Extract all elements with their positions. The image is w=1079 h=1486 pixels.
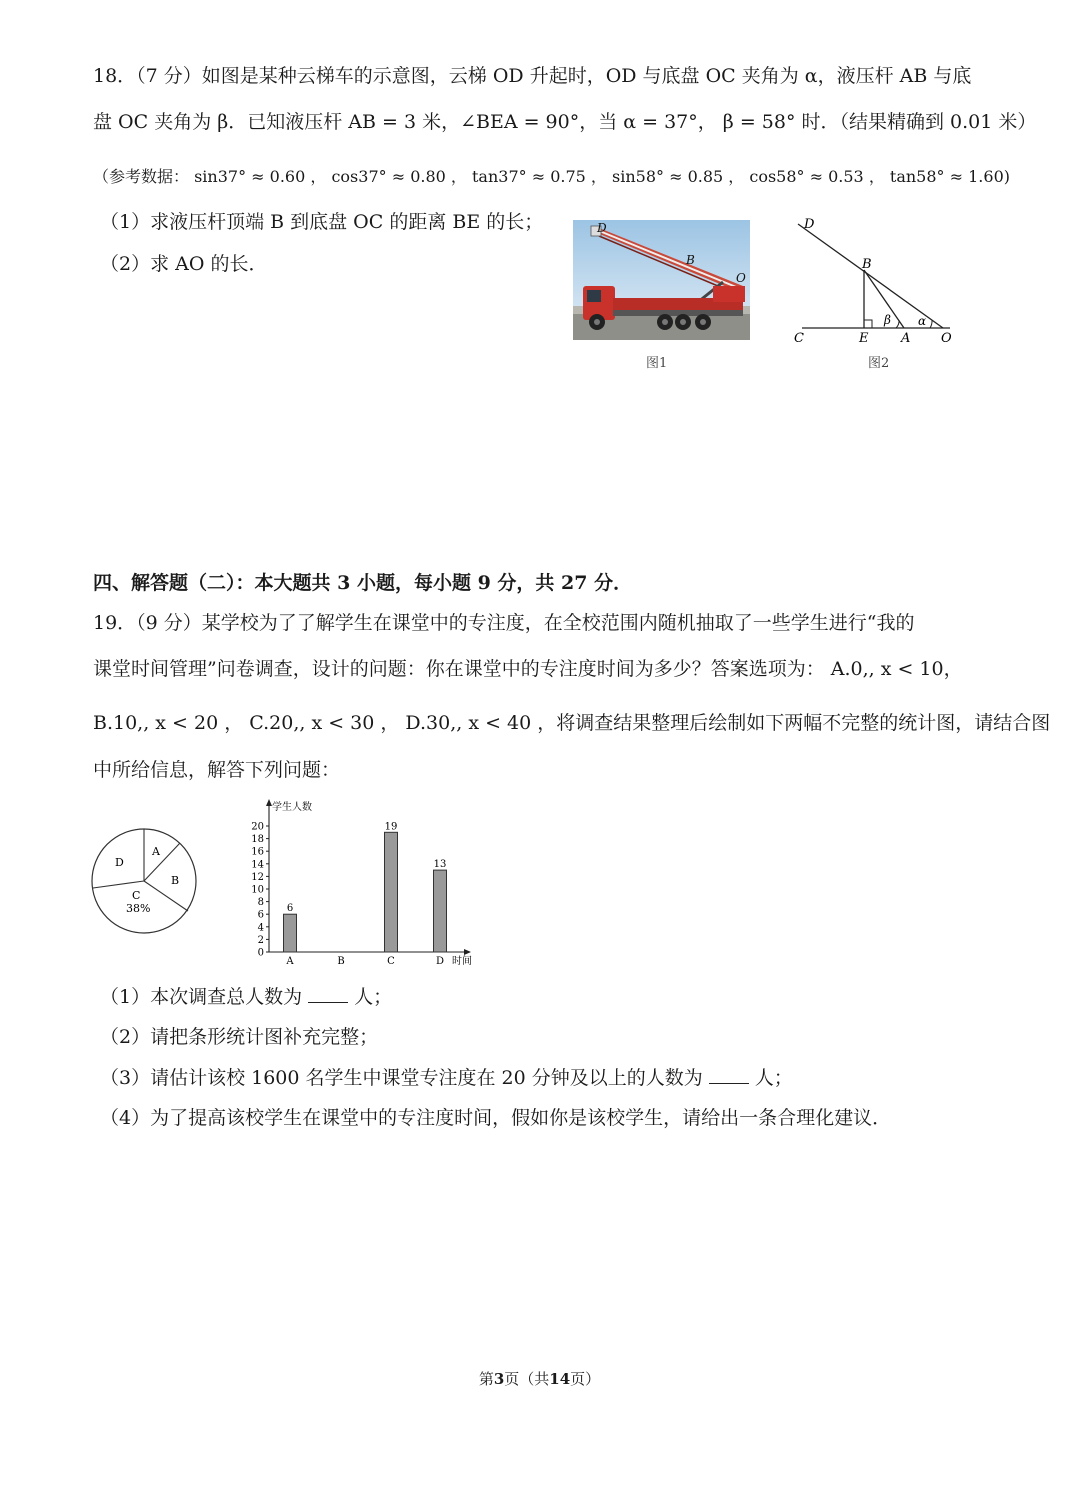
y-tick-label: 14 [251, 859, 264, 871]
bar-d [434, 870, 447, 952]
right-angle-mark [864, 320, 872, 328]
photo-label-d: D [597, 221, 607, 235]
page-footer [0, 1368, 1079, 1389]
photo-label-b: B [686, 253, 695, 267]
pie-label-c: C [132, 889, 141, 902]
pie-label-d: D [115, 856, 124, 869]
y-axis-label: 学生人数 [272, 802, 312, 813]
photo-label-o: O [736, 271, 746, 285]
x-tick-label-b: B [337, 956, 345, 967]
q18-line-1: 18．（7 分）如图是某种云梯车的示意图，云梯 OD 升起时，OD 与底盘 OC 夹角为 α，液压杆 AB 与底 [93, 65, 972, 87]
pie-label-a: A [152, 845, 160, 858]
y-tick-label: 8 [257, 897, 264, 909]
q19-part-4: （4）为了提高该校学生在课堂中的专注度时间，假如你是该校学生，请给出一条合理化建议． [100, 1107, 892, 1129]
y-tick-label: 2 [257, 934, 264, 946]
x-tick-label-d: D [435, 956, 445, 967]
q19-part-1 [100, 985, 392, 1009]
bar-chart [245, 796, 485, 972]
figure-2-caption: 图2 [868, 356, 890, 371]
x-tick-label-c: C [387, 956, 395, 967]
q19-part-1-unit: 人； [354, 986, 393, 1008]
beta-arc [896, 320, 899, 328]
x-axis-arrow [464, 949, 471, 955]
label-b: B [862, 257, 872, 272]
answer-blank-estimate[interactable] [709, 1067, 749, 1084]
q18-part-1: （1）求液压杆顶端 B 到底盘 OC 的距离 BE 的长； [100, 211, 544, 233]
y-tick-label: 10 [251, 884, 264, 896]
section-heading: 四、解答题（二）：本大题共 3 小题，每小题 9 分，共 27 分． [93, 572, 633, 594]
figure-1-caption: 图1 [646, 356, 668, 371]
q18-reference-data: （参考数据： sin37° ≈ 0.60 ， cos37° ≈ 0.80 ， tan37° ≈ 0.75 ， sin58° ≈ 0.85 ， cos58° ≈ 0.53 ， tan58° ≈ 1.60) [93, 167, 1010, 186]
label-d: D [804, 217, 815, 232]
y-tick-label: 18 [251, 834, 264, 846]
q18-line-2: 盘 OC 夹角为 β．已知液压杆 AB = 3 米，∠BEA = 90°，当 α = 37°， β = 58° 时．（结果精确到 0.01 米） [93, 111, 1037, 133]
label-alpha: α [918, 314, 927, 328]
x-tick-label-a: A [286, 956, 294, 967]
answer-blank-total[interactable] [308, 986, 348, 1003]
q19-part-3-unit: 人； [754, 1067, 793, 1089]
q19-part-1-text: （1）本次调查总人数为 [100, 986, 303, 1008]
bar-value-label-c: 19 [384, 821, 398, 833]
bar-value-label-d: 13 [433, 859, 447, 871]
q19-part-3 [100, 1066, 793, 1090]
pie-label-b: B [171, 874, 180, 887]
page-number: 3 [493, 1370, 505, 1388]
label-e: E [859, 331, 869, 346]
q19-part-2: （2）请把条形统计图补充完整； [100, 1026, 379, 1048]
footer-mid: 页（共 [504, 1370, 550, 1388]
q19-line-2: 课堂时间管理”问卷调查，设计的问题：你在课堂中的专注度时间为多少？答案选项为： A.0,, x < 10， [93, 658, 963, 680]
label-c: C [794, 331, 804, 346]
y-tick-label: 20 [251, 821, 264, 833]
q19-line-1: 19．（9 分）某学校为了了解学生在课堂中的专注度，在全校范围内随机抽取了一些学生进行“我的 [93, 612, 915, 634]
alpha-arc [930, 320, 932, 328]
footer-suffix: 页） [570, 1370, 601, 1388]
q18-part-2: （2）求 AO 的长． [100, 253, 268, 275]
x-axis-label: 时间 [452, 956, 472, 967]
y-tick-label: 0 [257, 947, 264, 959]
label-o: O [941, 331, 952, 346]
q19-line-3: B.10,, x < 20 ， C.20,, x < 30 ， D.30,, x < 40 ，将调查结果整理后绘制如下两幅不完整的统计图，请结合图 [93, 712, 1051, 734]
footer-prefix: 第 [478, 1370, 494, 1388]
bar-value-label-a: 6 [286, 903, 294, 915]
pie-label-c-percent: 38% [126, 902, 151, 915]
y-tick-label: 16 [251, 846, 264, 858]
fire-truck-illustration [573, 220, 750, 340]
q19-line-4: 中所给信息，解答下列问题： [93, 759, 341, 781]
y-tick-label: 12 [251, 871, 264, 883]
geometry-diagram [780, 212, 960, 348]
q19-part-3-text: （3）请估计该校 1600 名学生中课堂专注度在 20 分钟及以上的人数为 [100, 1067, 703, 1089]
y-tick-label: 6 [257, 909, 264, 921]
bar-c [385, 832, 398, 952]
label-a: A [901, 331, 911, 346]
fire-truck-photo [573, 220, 750, 340]
y-tick-label: 4 [257, 922, 264, 934]
label-beta: β [884, 313, 891, 327]
total-pages: 14 [549, 1370, 571, 1388]
pie-chart [88, 824, 202, 938]
bar-a [284, 914, 297, 952]
segment-od [798, 224, 943, 328]
